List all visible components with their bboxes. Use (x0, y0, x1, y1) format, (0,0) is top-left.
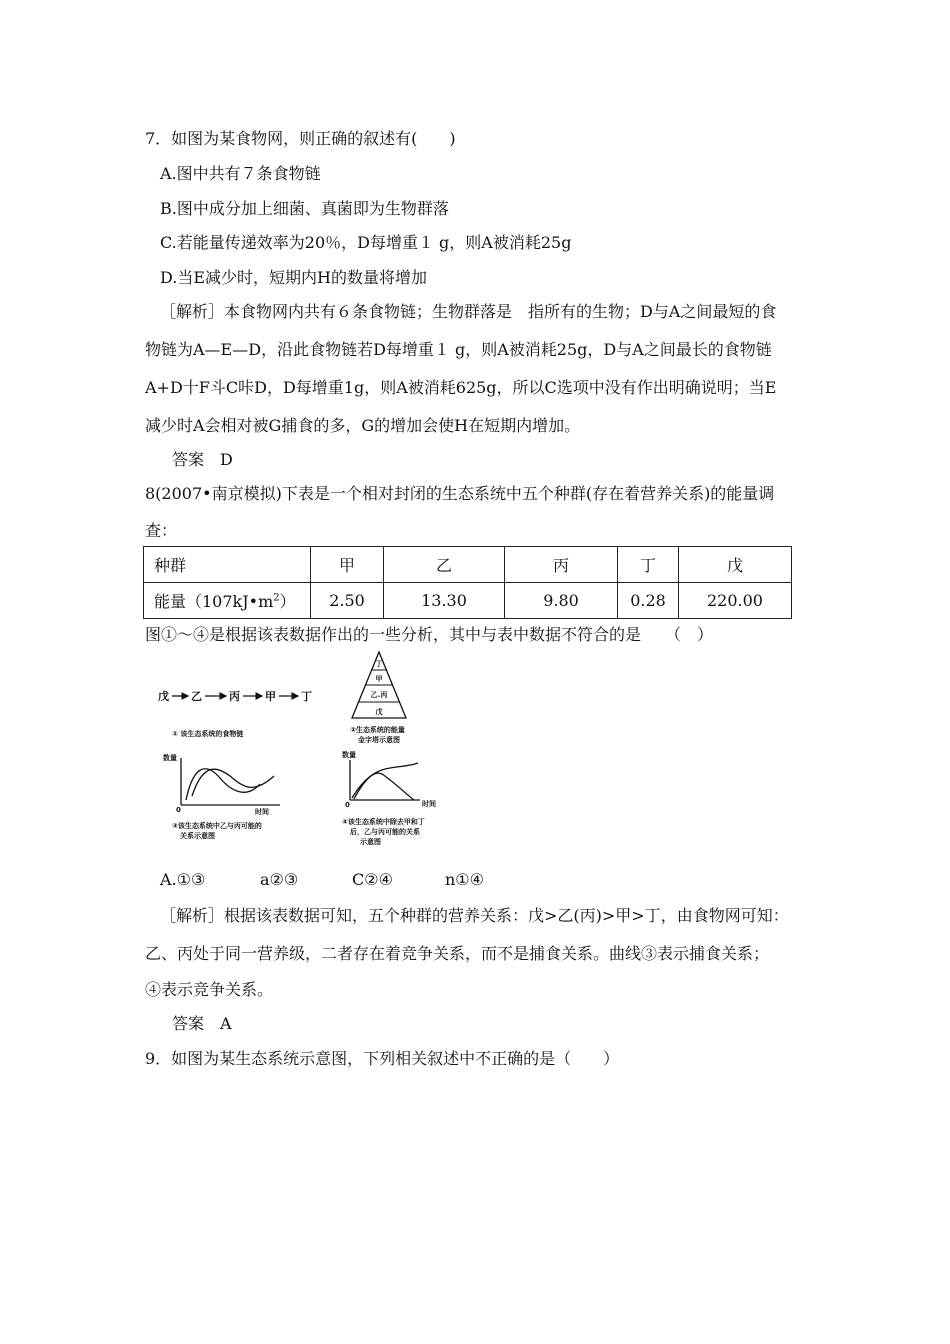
table-cell: 2.50 (311, 583, 384, 619)
pyramid-level: 甲 (375, 675, 383, 683)
table-row (144, 583, 792, 619)
chain-node: 丙 (229, 690, 240, 703)
table-header-cell: 甲 (311, 547, 384, 583)
q7-analysis-line: A+D十F斗C咔D，D每增重1g，则A被消耗625g，所以C选项中没有作出明确说明；当E (145, 378, 777, 397)
table-cell: 220.00 (679, 583, 792, 619)
q8-analysis-line: 乙、丙处于同一营养级，二者存在着竞争关系，而不是捕食关系。曲线③表示捕食关系； (145, 944, 770, 963)
table-header-row (144, 547, 792, 583)
q7-option-a: A.图中共有７条食物链 (160, 164, 321, 183)
table-header-cell: 乙 (384, 547, 505, 583)
fig3-y-axis-label: 数量 (163, 754, 177, 762)
fig4-x-axis-label: 时间 (422, 800, 436, 808)
table-row-label (144, 583, 311, 619)
pyramid-level: 丁 (375, 660, 383, 668)
fig4-origin: 0 (345, 801, 350, 809)
figure-4-graph (342, 750, 436, 846)
q8-option-d: n①④ (445, 870, 484, 889)
q7-stem: 7．如图为某食物网，则正确的叙述有( ) (145, 129, 456, 148)
q8-analysis-line: ［解析］根据该表数据可知，五个种群的营养关系：戊>乙(丙)>甲>丁，由食物网可知： (160, 906, 789, 925)
q7-analysis-line: ［解析］本食物网内共有６条食物链；生物群落是 指所有的生物；D与A之间最短的食 (160, 302, 777, 321)
chain-node: 戊 (158, 690, 169, 703)
q7-analysis-line: 减少时A会相对被G捕食的多，G的增加会使H在短期内增加。 (145, 416, 581, 435)
figure-4-caption: 后，乙与丙可能的关系 (350, 828, 420, 836)
q8-analysis-line: ④表示竞争关系。 (145, 980, 274, 999)
q7-answer: 答案 D (172, 450, 233, 469)
q7-option-b: B.图中成分加上细菌、真菌即为生物群落 (160, 199, 449, 218)
fig3-curve-2 (192, 769, 274, 796)
row-label-superscript: 2 (273, 592, 280, 604)
energy-table (143, 546, 792, 619)
figure-3-caption: 关系示意图 (180, 832, 215, 840)
q8-figure-panel (150, 650, 470, 860)
q8-answer: 答案 A (172, 1014, 232, 1033)
figure-1-food-chain (158, 689, 312, 738)
table-header-cell: 戊 (679, 547, 792, 583)
fig3-x-axis-label: 时间 (255, 808, 269, 816)
figure-2-caption: 金字塔示意图 (358, 736, 400, 744)
q8-option-c: C②④ (352, 870, 393, 889)
q9-stem: 9．如图为某生态系统示意图，下列相关叙述中不正确的是（ ） (145, 1049, 620, 1068)
q8-option-a: A.①③ (160, 870, 206, 889)
q8-stem: 8(2007•南京模拟)下表是一个相对封闭的生态系统中五个种群(存在着营养关系)的能量调 (145, 484, 775, 503)
pyramid-level: 乙.丙 (370, 691, 388, 699)
fig4-curve-2 (354, 773, 414, 800)
q8-figure-prompt: 图①～④是根据该表数据作出的一些分析，其中与表中数据不符合的是 （ ） (145, 625, 714, 644)
figure-2-energy-pyramid (350, 652, 406, 744)
q7-analysis-line: 物链为A—E—D，沿此食物链若D每增重１ g，则A被消耗25g，D与A之间最长的食物链 (145, 340, 772, 359)
table-cell: 0.28 (618, 583, 679, 619)
figure-2-caption: ②生态系统的能量 (350, 726, 405, 734)
figure-4-caption: ④该生态系统中除去甲和丁 (342, 818, 425, 826)
table-header-cell: 丙 (505, 547, 618, 583)
figure-4-caption: 示意图 (360, 838, 381, 846)
figure-3-caption: ③该生态系统中乙与丙可能的 (172, 822, 262, 830)
chain-node: 丁 (301, 690, 312, 703)
row-label-end: ） (279, 592, 296, 611)
table-cell: 9.80 (505, 583, 618, 619)
row-label-text: 能量（107kJ•m (154, 592, 274, 611)
q8-option-b: a②③ (260, 870, 299, 889)
q7-option-d: D.当E减少时，短期内H的数量将增加 (160, 268, 427, 287)
table-header-cell: 种群 (144, 547, 311, 583)
q7-option-c: C.若能量传递效率为20％，D每增重１ g，则A被消耗25g (160, 233, 572, 252)
table-cell: 13.30 (384, 583, 505, 619)
q8-stem-continued: 查： (145, 521, 178, 540)
chain-node: 甲 (265, 690, 276, 703)
pyramid-level: 戊 (375, 708, 383, 716)
fig4-y-axis-label: 数量 (342, 751, 356, 759)
figure-1-caption: ① 该生态系统的食物链 (172, 730, 244, 738)
fig4-curve-1 (352, 763, 418, 798)
figure-3-graph (163, 753, 280, 840)
fig3-origin: 0 (176, 806, 181, 814)
chain-node: 乙 (191, 690, 202, 703)
table-header-cell: 丁 (618, 547, 679, 583)
